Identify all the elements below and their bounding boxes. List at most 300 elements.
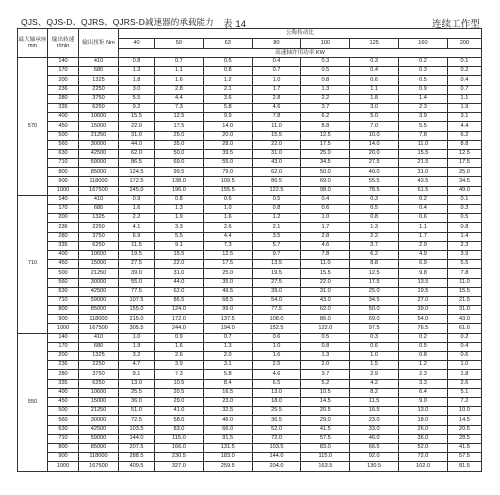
table-cell: 10.5 xyxy=(155,379,204,388)
table-cell: 39.0 xyxy=(119,269,155,278)
table-row xyxy=(18,416,482,425)
table-cell: 0.7 xyxy=(447,85,481,94)
table-cell: 55.0 xyxy=(203,159,252,168)
table-cell: 6250 xyxy=(79,103,119,112)
table-cell: 288.5 xyxy=(119,453,155,462)
table-cell: 36.0 xyxy=(119,397,155,406)
table-row xyxy=(18,388,482,397)
table-cell: 152.5 xyxy=(252,324,301,333)
table-cell: 46.0 xyxy=(350,434,399,443)
table-cell: 9.9 xyxy=(203,113,252,122)
table-cell: 5.0 xyxy=(350,113,399,122)
table-cell: 0.8 xyxy=(203,67,252,76)
table-cell: 2.0 xyxy=(301,361,350,370)
table-cell: 2250 xyxy=(79,223,119,232)
table-cell: 122.0 xyxy=(301,324,350,333)
group-label: 550 xyxy=(18,333,48,471)
table-cell: 0.5 xyxy=(447,214,481,223)
table-cell: 22.0 xyxy=(301,278,350,287)
table-cell: 0.6 xyxy=(350,76,399,85)
table-cell: 109.5 xyxy=(203,177,252,186)
col-header-ratio: 200 xyxy=(447,39,481,49)
table-cell: 118000 xyxy=(79,315,119,324)
table-cell: 17.5 xyxy=(350,278,399,287)
table-cell: 0.4 xyxy=(350,67,399,76)
table-cell: 9.1 xyxy=(155,241,204,250)
table-cell: 59000 xyxy=(79,434,119,443)
table-cell: 44.0 xyxy=(155,278,204,287)
table-cell: 1.9 xyxy=(155,214,204,223)
table-cell: 172.5 xyxy=(119,177,155,186)
table-cell: 17.5 xyxy=(301,140,350,149)
table-cell: 11.5 xyxy=(350,397,399,406)
table-cell: 1.1 xyxy=(350,85,399,94)
table-cell: 0.8 xyxy=(155,195,204,204)
table-cell: 0.8 xyxy=(252,205,301,214)
table-cell: 11.0 xyxy=(301,260,350,269)
table-cell: 1.3 xyxy=(301,352,350,361)
table-cell: 560 xyxy=(48,278,79,287)
table-row xyxy=(18,214,482,223)
table-row xyxy=(18,379,482,388)
table-cell: 61.5 xyxy=(399,186,448,195)
table-cell: 118000 xyxy=(79,177,119,186)
table-cell: 23.0 xyxy=(203,397,252,406)
table-cell: 6.5 xyxy=(252,379,301,388)
table-cell: 3.0 xyxy=(119,85,155,94)
table-cell: 410 xyxy=(79,333,119,342)
col-header-ratio: 63 xyxy=(203,39,252,49)
table-row xyxy=(18,269,482,278)
table-cell: 305.5 xyxy=(119,324,155,333)
table-cell: 108.0 xyxy=(252,315,301,324)
table-cell: 32.5 xyxy=(203,407,252,416)
table-cell: 55.5 xyxy=(350,177,399,186)
table-cell: 34.5 xyxy=(301,159,350,168)
table-cell: 200 xyxy=(48,76,79,85)
table-row xyxy=(18,434,482,443)
table-cell: 900 xyxy=(48,453,79,462)
table-cell: 680 xyxy=(79,67,119,76)
table-cell: 7.3 xyxy=(203,241,252,250)
table-cell: 2.8 xyxy=(301,232,350,241)
table-cell: 18.0 xyxy=(399,416,448,425)
table-cell: 21.5 xyxy=(399,159,448,168)
table-cell: 79.0 xyxy=(203,168,252,177)
table-cell: 19.5 xyxy=(252,269,301,278)
table-cell: 1.0 xyxy=(252,76,301,85)
table-row xyxy=(18,287,482,296)
table-row xyxy=(18,407,482,416)
table-cell: 22.0 xyxy=(119,122,155,131)
table-cell: 2.2 xyxy=(350,232,399,241)
table-cell: 85000 xyxy=(79,168,119,177)
table-cell: 107.5 xyxy=(119,296,155,305)
table-cell: 19.5 xyxy=(119,250,155,259)
table-cell: 20.0 xyxy=(350,149,399,158)
table-cell: 0.7 xyxy=(203,333,252,342)
table-cell: 7.8 xyxy=(399,131,448,140)
table-cell: 17.5 xyxy=(203,260,252,269)
table-cell: 1.7 xyxy=(252,85,301,94)
table-cell: 1.9 xyxy=(447,103,481,112)
table-row xyxy=(18,462,482,472)
table-cell: 144.0 xyxy=(252,453,301,462)
table-cell: 0.3 xyxy=(350,333,399,342)
table-cell: 2.3 xyxy=(399,103,448,112)
table-cell: 1.3 xyxy=(203,342,252,351)
table-cell: 630 xyxy=(48,425,79,434)
table-cell: 77.5 xyxy=(252,306,301,315)
table-cell: 137.5 xyxy=(203,315,252,324)
load-capacity-table xyxy=(17,28,482,472)
table-cell: 103.5 xyxy=(252,443,301,452)
table-cell: 3.9 xyxy=(399,113,448,122)
table-row xyxy=(18,241,482,250)
table-cell: 9.0 xyxy=(399,397,448,406)
table-cell: 335 xyxy=(48,103,79,112)
table-cell: 15.5 xyxy=(155,250,204,259)
table-cell: 115.0 xyxy=(155,434,204,443)
table-cell: 57.5 xyxy=(301,434,350,443)
table-row xyxy=(18,140,482,149)
table-cell: 1.0 xyxy=(119,333,155,342)
table-row xyxy=(18,113,482,122)
table-row xyxy=(18,131,482,140)
table-cell: 1.9 xyxy=(119,342,155,351)
table-cell: 0.8 xyxy=(301,342,350,351)
table-cell: 0.6 xyxy=(350,342,399,351)
table-cell: 50.0 xyxy=(155,149,204,158)
table-cell: 50.0 xyxy=(301,168,350,177)
table-cell: 29.0 xyxy=(301,416,350,425)
table-cell: 17.5 xyxy=(155,122,204,131)
table-cell: 0.3 xyxy=(399,67,448,76)
table-cell: 400 xyxy=(48,388,79,397)
table-cell: 900 xyxy=(48,177,79,186)
table-cell: 155.0 xyxy=(119,306,155,315)
table-cell: 140 xyxy=(48,58,79,67)
table-cell: 27.0 xyxy=(399,296,448,305)
table-cell: 15.5 xyxy=(119,113,155,122)
table-cell: 27.5 xyxy=(350,159,399,168)
table-cell: 167500 xyxy=(79,462,119,472)
table-cell: 2.3 xyxy=(399,370,448,379)
table-cell: 51.0 xyxy=(119,407,155,416)
table-cell: 1.4 xyxy=(447,232,481,241)
table-cell: 2.9 xyxy=(399,241,448,250)
table-cell: 12.5 xyxy=(301,131,350,140)
table-cell: 26.0 xyxy=(399,425,448,434)
table-cell: 5.8 xyxy=(203,103,252,112)
table-cell: 800 xyxy=(48,443,79,452)
table-cell: 6.2 xyxy=(447,131,481,140)
table-cell: 102.0 xyxy=(399,462,448,472)
table-cell: 0.8 xyxy=(447,223,481,232)
table-cell: 500 xyxy=(48,407,79,416)
table-cell: 710 xyxy=(48,159,79,168)
table-cell: 400 xyxy=(48,113,79,122)
table-cell: 155.5 xyxy=(203,186,252,195)
table-cell: 0.9 xyxy=(155,333,204,342)
table-cell: 78.5 xyxy=(350,186,399,195)
table-cell: 3.2 xyxy=(119,352,155,361)
table-cell: 0.8 xyxy=(301,76,350,85)
table-cell: 42500 xyxy=(79,425,119,434)
table-cell: 103.5 xyxy=(119,425,155,434)
col-header-ratio: 160 xyxy=(399,39,448,49)
table-cell: 3.7 xyxy=(301,370,350,379)
table-cell: 98.0 xyxy=(301,186,350,195)
table-row xyxy=(18,453,482,462)
table-cell: 900 xyxy=(48,315,79,324)
table-cell: 410 xyxy=(79,195,119,204)
table-cell: 15.5 xyxy=(399,149,448,158)
table-cell: 0.5 xyxy=(301,67,350,76)
table-cell: 55.0 xyxy=(119,278,155,287)
table-cell: 4.1 xyxy=(119,223,155,232)
table-cell: 1.0 xyxy=(203,205,252,214)
table-cell: 33.0 xyxy=(350,425,399,434)
table-cell: 58.0 xyxy=(155,416,204,425)
table-cell: 2.9 xyxy=(350,370,399,379)
table-cell: 10600 xyxy=(79,388,119,397)
table-cell: 1.3 xyxy=(119,67,155,76)
table-cell: 3.7 xyxy=(301,103,350,112)
table-cell: 124.0 xyxy=(155,306,204,315)
table-cell: 35.0 xyxy=(155,140,204,149)
table-cell: 69.0 xyxy=(350,315,399,324)
table-cell: 0.3 xyxy=(350,58,399,67)
col-header-output-torque: 输出扭矩 Nm xyxy=(79,29,119,58)
table-row xyxy=(18,324,482,333)
table-row xyxy=(18,342,482,351)
table-cell: 244.0 xyxy=(155,324,204,333)
table-cell: 59000 xyxy=(79,296,119,305)
table-cell: 2.8 xyxy=(155,85,204,94)
table-cell: 4.4 xyxy=(447,122,481,131)
table-cell: 327.0 xyxy=(155,462,204,472)
table-cell: 1.3 xyxy=(350,223,399,232)
table-row xyxy=(18,159,482,168)
table-row xyxy=(18,168,482,177)
table-cell: 1.5 xyxy=(350,361,399,370)
table-cell: 16.5 xyxy=(203,388,252,397)
table-cell: 46.0 xyxy=(203,416,252,425)
table-row xyxy=(18,306,482,315)
table-cell: 28.0 xyxy=(203,140,252,149)
table-cell: 25.0 xyxy=(350,287,399,296)
table-cell: 39.0 xyxy=(252,287,301,296)
table-cell: 230.5 xyxy=(155,453,204,462)
table-cell: 0.2 xyxy=(399,333,448,342)
table-cell: 20.5 xyxy=(155,388,204,397)
table-cell: 0.8 xyxy=(350,214,399,223)
table-cell: 0.3 xyxy=(350,195,399,204)
table-cell: 4.4 xyxy=(155,94,204,103)
table-cell: 20.5 xyxy=(447,425,481,434)
table-cell: 12.5 xyxy=(203,250,252,259)
table-cell: 41.0 xyxy=(155,407,204,416)
table-cell: 1.2 xyxy=(203,76,252,85)
table-row xyxy=(18,149,482,158)
table-cell: 42500 xyxy=(79,287,119,296)
table-cell: 0.5 xyxy=(252,195,301,204)
table-cell: 41.5 xyxy=(447,443,481,452)
table-cell: 43.0 xyxy=(252,159,301,168)
group-label: 710 xyxy=(18,195,48,333)
table-cell: 6250 xyxy=(79,241,119,250)
table-cell: 22.0 xyxy=(155,260,204,269)
table-cell: 6.9 xyxy=(399,260,448,269)
table-cell: 4.6 xyxy=(252,103,301,112)
table-cell: 1.8 xyxy=(447,370,481,379)
table-row xyxy=(18,186,482,195)
table-cell: 0.7 xyxy=(252,67,301,76)
table-cell: 630 xyxy=(48,149,79,158)
table-cell: 25.0 xyxy=(447,168,481,177)
table-cell: 62.0 xyxy=(252,168,301,177)
table-cell: 21.5 xyxy=(447,296,481,305)
table-row xyxy=(18,425,482,434)
table-cell: 0.6 xyxy=(447,352,481,361)
table-cell: 9.8 xyxy=(399,269,448,278)
table-cell: 3750 xyxy=(79,232,119,241)
table-cell: 40.0 xyxy=(350,168,399,177)
table-row xyxy=(18,177,482,186)
table-cell: 91.5 xyxy=(203,434,252,443)
table-cell: 54.0 xyxy=(252,296,301,305)
col-header-output-speed: 输出转速 r/min xyxy=(48,29,79,58)
table-cell: 5.2 xyxy=(301,379,350,388)
table-cell: 3.7 xyxy=(350,241,399,250)
table-cell: 0.5 xyxy=(399,76,448,85)
table-cell: 14.5 xyxy=(301,397,350,406)
table-cell: 0.5 xyxy=(203,58,252,67)
table-cell: 19.5 xyxy=(399,287,448,296)
table-cell: 1.6 xyxy=(155,76,204,85)
table-cell: 200 xyxy=(48,352,79,361)
table-cell: 99.0 xyxy=(203,306,252,315)
table-cell: 7.8 xyxy=(301,250,350,259)
table-cell: 2.3 xyxy=(447,241,481,250)
table-row xyxy=(18,296,482,305)
table-cell: 207.5 xyxy=(119,443,155,452)
table-cell: 31.0 xyxy=(447,306,481,315)
table-cell: 800 xyxy=(48,306,79,315)
table-cell: 20.0 xyxy=(203,131,252,140)
table-cell: 2.2 xyxy=(301,94,350,103)
table-cell: 12.5 xyxy=(350,269,399,278)
table-row xyxy=(18,333,482,342)
table-cell: 6250 xyxy=(79,379,119,388)
table-cell: 280 xyxy=(48,94,79,103)
table-cell: 11.0 xyxy=(399,140,448,149)
table-cell: 2250 xyxy=(79,361,119,370)
table-cell: 8.2 xyxy=(350,388,399,397)
table-cell: 409.5 xyxy=(119,462,155,472)
table-cell: 11.5 xyxy=(119,241,155,250)
table-cell: 39.0 xyxy=(399,306,448,315)
col-header-ratio: 100 xyxy=(301,39,350,49)
table-cell: 12.5 xyxy=(447,149,481,158)
table-number: 表 14 xyxy=(223,19,247,30)
table-cell: 1.6 xyxy=(203,214,252,223)
table-cell: 25.0 xyxy=(203,269,252,278)
table-cell: 450 xyxy=(48,260,79,269)
table-cell: 0.9 xyxy=(399,85,448,94)
table-cell: 1325 xyxy=(79,76,119,85)
table-cell: 8.8 xyxy=(447,140,481,149)
table-cell: 49.0 xyxy=(447,186,481,195)
table-cell: 166.0 xyxy=(155,443,204,452)
table-cell: 49.5 xyxy=(203,287,252,296)
table-cell: 183.0 xyxy=(203,453,252,462)
table-cell: 1325 xyxy=(79,214,119,223)
table-cell: 31.0 xyxy=(155,269,204,278)
table-cell: 0.8 xyxy=(119,58,155,67)
table-cell: 1.6 xyxy=(119,205,155,214)
table-cell: 76.5 xyxy=(399,324,448,333)
table-cell: 800 xyxy=(48,168,79,177)
table-cell: 1.2 xyxy=(252,214,301,223)
table-cell: 62.0 xyxy=(301,306,350,315)
table-row xyxy=(18,352,482,361)
table-cell: 0.6 xyxy=(301,205,350,214)
table-cell: 140 xyxy=(48,333,79,342)
table-cell: 204.0 xyxy=(252,462,301,472)
table-row xyxy=(18,260,482,269)
table-cell: 1000 xyxy=(48,462,79,472)
table-cell: 10600 xyxy=(79,113,119,122)
table-cell: 3.9 xyxy=(447,250,481,259)
table-cell: 0.5 xyxy=(399,342,448,351)
table-cell: 1.1 xyxy=(447,94,481,103)
table-cell: 1.7 xyxy=(399,232,448,241)
table-cell: 5.7 xyxy=(252,241,301,250)
table-row xyxy=(18,85,482,94)
table-cell: 1.3 xyxy=(301,85,350,94)
table-cell: 5.5 xyxy=(119,94,155,103)
table-cell: 1000 xyxy=(48,324,79,333)
col-header-ratio: 50 xyxy=(155,39,204,49)
table-cell: 72.0 xyxy=(399,453,448,462)
table-cell: 36.0 xyxy=(399,434,448,443)
table-cell: 13.0 xyxy=(399,407,448,416)
table-cell: 4.6 xyxy=(252,370,301,379)
table-cell: 86.0 xyxy=(301,315,350,324)
table-cell: 0.1 xyxy=(447,58,481,67)
table-cell: 25.5 xyxy=(119,388,155,397)
table-cell: 170 xyxy=(48,342,79,351)
table-cell: 1.0 xyxy=(350,352,399,361)
table-cell: 83.0 xyxy=(155,425,204,434)
table-cell: 0.6 xyxy=(203,195,252,204)
table-cell: 81.5 xyxy=(447,462,481,472)
table-cell: 3.1 xyxy=(203,361,252,370)
table-cell: 18.0 xyxy=(252,397,301,406)
table-cell: 131.5 xyxy=(203,443,252,452)
table-cell: 1000 xyxy=(48,186,79,195)
work-type-label: 连续工作型 xyxy=(431,19,480,30)
table-cell: 1.6 xyxy=(155,342,204,351)
table-row xyxy=(18,103,482,112)
table-cell: 99.5 xyxy=(155,168,204,177)
table-cell: 2.1 xyxy=(203,85,252,94)
table-cell: 21250 xyxy=(79,269,119,278)
table-cell: 10.0 xyxy=(447,407,481,416)
table-row xyxy=(18,122,482,131)
